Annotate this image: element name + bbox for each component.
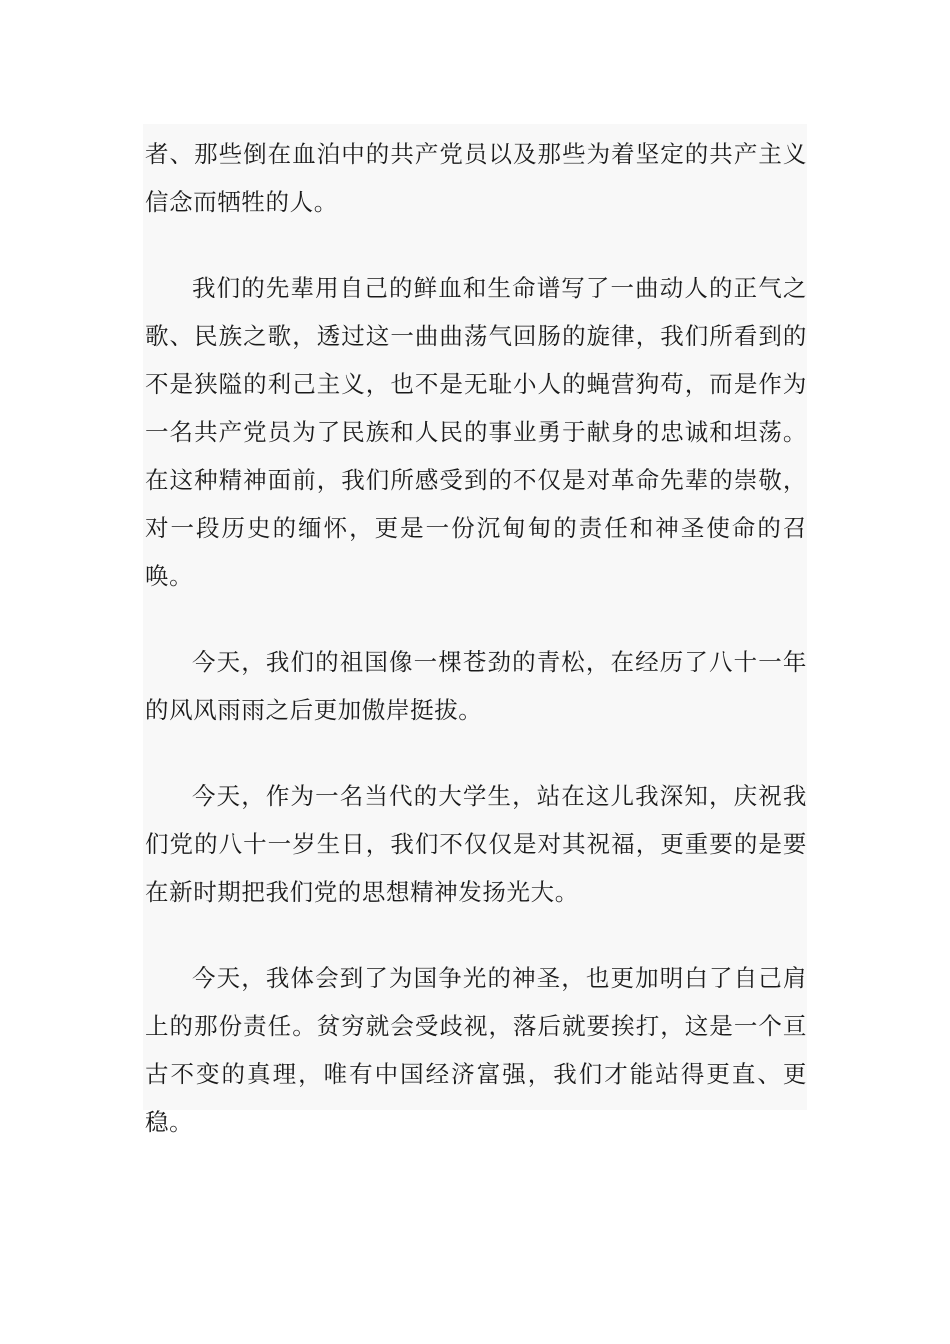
- paragraph-ancestors: 我们的先辈用自己的鲜血和生命谱写了一曲动人的正气之歌、民族之歌，透过这一曲曲荡气回肠的旋律，我们所看到的不是狭隘的利己主义，也不是无耻小人的蝇营狗苟，而是作为一名共产党员为了民族和人民的事业勇于献身的忠诚和坦荡。在这种精神面前，我们所感受到的不仅是对革命先辈的崇敬，对一段历史的缅怀，更是一份沉甸甸的责任和神圣使命的召唤。: [145, 274, 807, 590]
- document-text-block: [143, 124, 807, 1136]
- paragraph-continuation: 者、那些倒在血泊中的共产党员以及那些为着坚定的共产主义信念而牺牲的人。: [145, 140, 807, 216]
- paragraph-responsibility: 今天，我体会到了为国争光的神圣，也更加明白了自己肩上的那份责任。贫穷就会受歧视，落后就要挨打，这是一个亘古不变的真理，唯有中国经济富强，我们才能站得更直、更稳。: [145, 964, 807, 1136]
- paragraph-student: 今天，作为一名当代的大学生，站在这儿我深知，庆祝我们党的八十一岁生日，我们不仅仅是对其祝福，更重要的是要在新时期把我们党的思想精神发扬光大。: [145, 782, 807, 906]
- paragraph-motherland: 今天，我们的祖国像一棵苍劲的青松，在经历了八十一年的风风雨雨之后更加傲岸挺拔。: [145, 648, 807, 724]
